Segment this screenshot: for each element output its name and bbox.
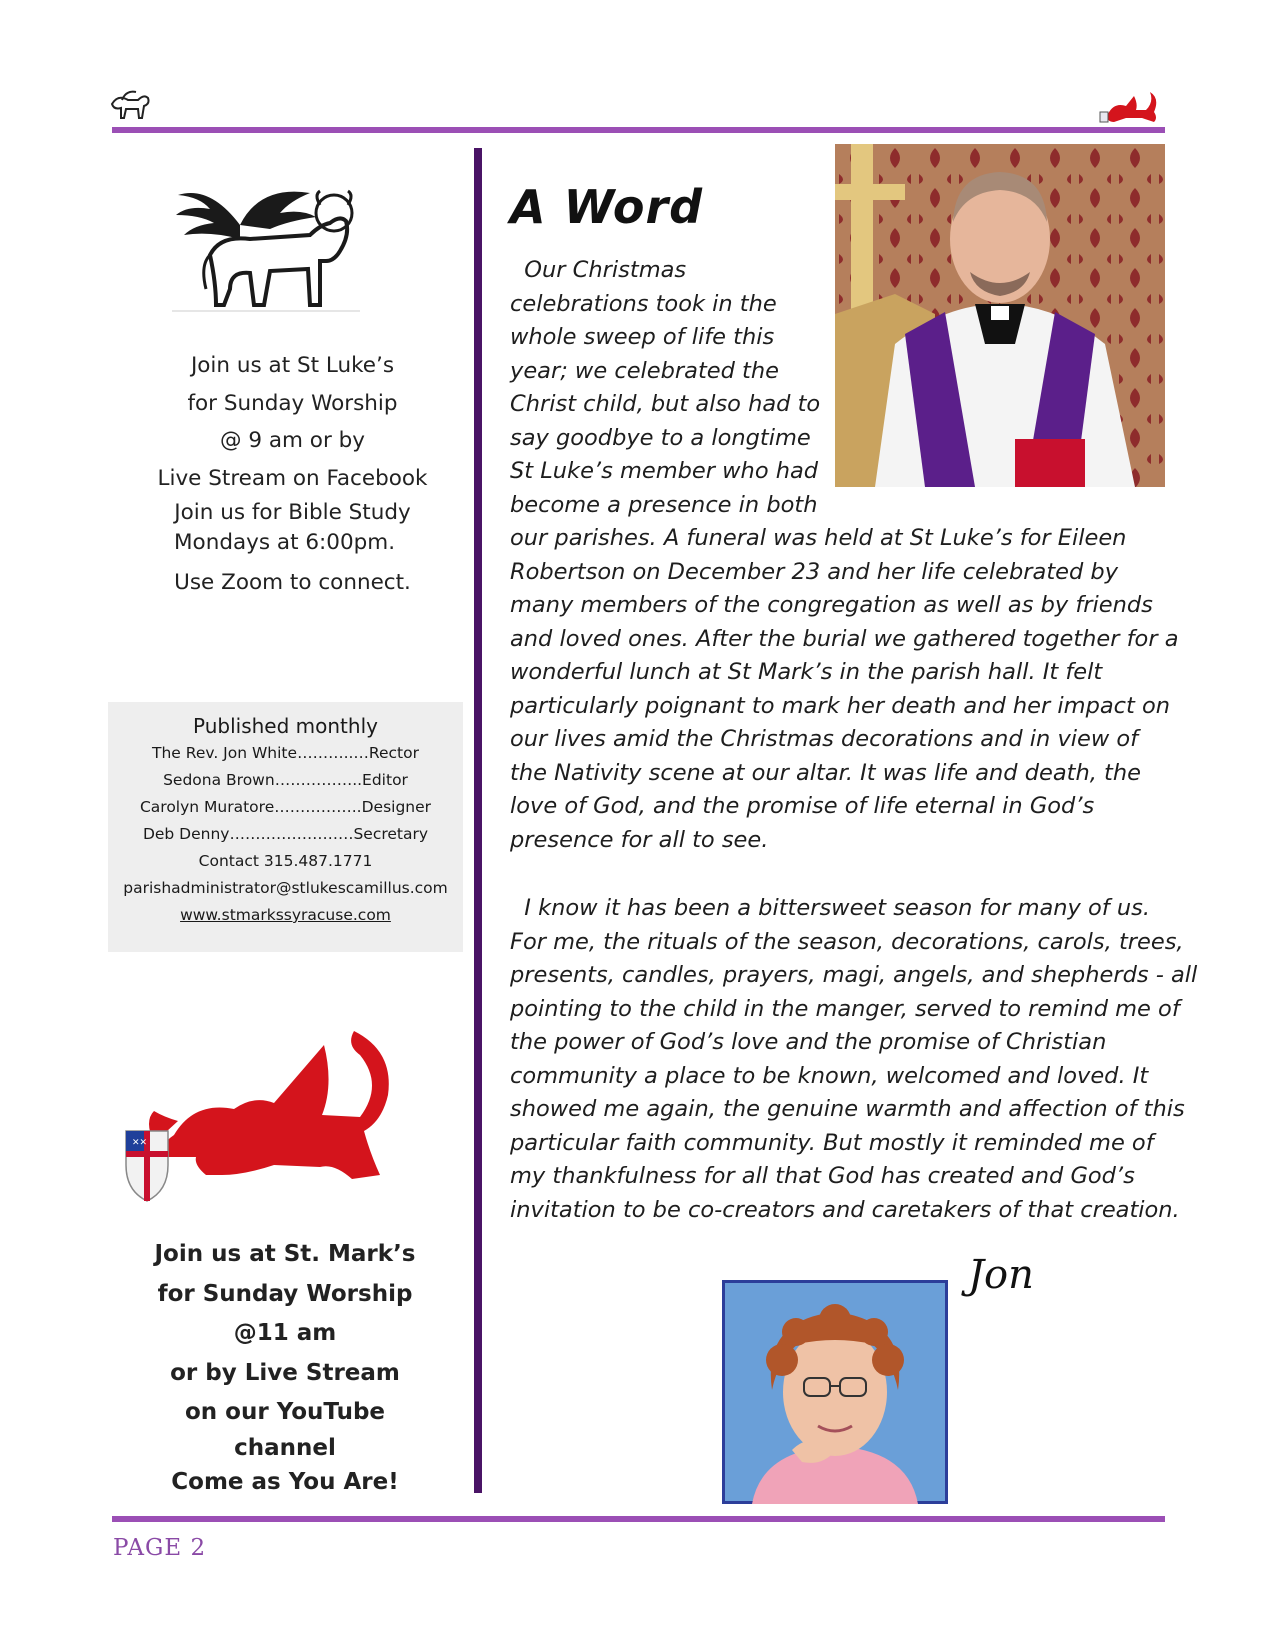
rector-photo — [835, 144, 1165, 487]
article-line: presence for all to see. — [510, 826, 769, 853]
memorial-photo — [722, 1280, 948, 1504]
staff-row: Sedona Brown……………..Editor — [163, 771, 408, 789]
contact-email-link[interactable]: parishadministrator@stlukescamillus.com — [123, 879, 448, 897]
column-divider — [474, 148, 482, 1493]
contact-phone: Contact 315.487.1771 — [198, 852, 373, 870]
page-number: PAGE 2 — [113, 1535, 207, 1561]
st-marks-line: for Sunday Worship — [157, 1280, 413, 1307]
staff-row: The Rev. Jon White………..…Rector — [151, 744, 419, 762]
article-line: love of God, and the promise of life eternal in God’s — [510, 793, 1095, 819]
winged-lion-small-icon — [1098, 88, 1162, 126]
article-line: become a presence in both — [510, 491, 818, 518]
st-marks-line: channel — [234, 1434, 336, 1461]
header-rule — [112, 127, 1165, 133]
bible-study-line: Join us for Bible Study — [174, 500, 411, 525]
article-line: St Luke’s member who had — [510, 458, 819, 484]
article-line: community a place to be known, welcomed and loved. It — [510, 1062, 1149, 1089]
article-line: showed me again, the genuine warmth and affection of this — [510, 1096, 1185, 1122]
article-line: presents, candles, prayers, magi, angels, and shepherds - all — [510, 962, 1198, 988]
publication-title: Published monthly — [193, 714, 378, 738]
article-line: I know it has been a bittersweet season for many of us. — [510, 895, 1150, 921]
st-marks-line: Join us at St. Mark’s — [154, 1241, 416, 1267]
worship-line: for Sunday Worship — [187, 390, 398, 416]
article-line: particularly poignant to mark her death and her impact on — [510, 692, 1171, 719]
article-line: pointing to the child in the manger, served to remind me of — [510, 995, 1180, 1022]
article-line: Christ child, but also had to — [510, 391, 821, 417]
winged-ox-small-icon — [108, 88, 152, 122]
article-line: celebrations took in the — [510, 290, 777, 317]
winged-lion-illustration — [124, 1025, 404, 1205]
article-line: invitation to be co-creators and caretakers of that creation. — [510, 1196, 1180, 1223]
footer-rule — [112, 1516, 1165, 1522]
article-line: whole sweep of life this — [510, 324, 775, 350]
article-line: my thankfulness for all that God has created and God’s — [510, 1163, 1135, 1189]
article-line: say goodbye to a longtime — [510, 424, 811, 451]
zoom-line: Use Zoom to connect. — [174, 570, 411, 595]
article-line: Robertson on December 23 and her life celebrated by — [510, 558, 1119, 585]
bible-study-info — [120, 498, 465, 602]
st-lukes-worship-info — [120, 347, 465, 497]
worship-line: Join us at St Luke’s — [190, 353, 395, 378]
worship-line: Live Stream on Facebook — [157, 465, 428, 491]
website-link[interactable]: www.stmarkssyracuse.com — [180, 906, 391, 924]
bible-study-line: Mondays at 6:00pm. — [174, 530, 396, 555]
worship-line: @ 9 am or by — [220, 428, 365, 453]
author-signature: Jon — [968, 1252, 1034, 1298]
st-marks-line: Come as You Are! — [171, 1468, 399, 1495]
st-marks-worship-info — [120, 1235, 450, 1502]
article-line: many members of the congregation as well as by friends — [510, 592, 1153, 618]
article-line: wonderful lunch at St Mark’s in the parish hall. It felt — [510, 659, 1103, 685]
article-paragraph-1 — [510, 522, 1179, 857]
svg-text:✕✕: ✕✕ — [132, 1138, 148, 1148]
staff-row: Carolyn Muratore……………..Designer — [139, 798, 432, 816]
winged-ox-illustration — [170, 165, 370, 320]
article-line: year; we celebrated the — [510, 357, 779, 384]
staff-row: Deb Denny……………………Secretary — [142, 825, 429, 843]
article-line: the power of God’s love and the promise of Christian — [510, 1029, 1107, 1055]
article-line: our lives amid the Christmas decorations and in view of — [510, 726, 1139, 752]
article-line: the Nativity scene at our altar. It was life and death, the — [510, 759, 1141, 786]
article-line: For me, the rituals of the season, decorations, carols, trees, — [510, 928, 1184, 955]
article-line: Our Christmas — [510, 257, 687, 283]
article-intro-column — [510, 254, 830, 522]
article-line: and loved ones. After the burial we gathered together for a — [510, 625, 1179, 652]
st-marks-line: on our YouTube — [184, 1399, 386, 1425]
article-title: A Word — [510, 180, 704, 234]
article-line: our parishes. A funeral was held at St Luke’s for Eileen — [510, 525, 1127, 551]
st-marks-line: @11 am — [233, 1320, 337, 1346]
st-marks-line: or by Live Stream — [170, 1359, 400, 1386]
article-paragraph-2 — [510, 892, 1198, 1227]
publication-info-box — [108, 702, 463, 952]
article-line: particular faith community. But mostly it reminded me of — [510, 1129, 1154, 1156]
